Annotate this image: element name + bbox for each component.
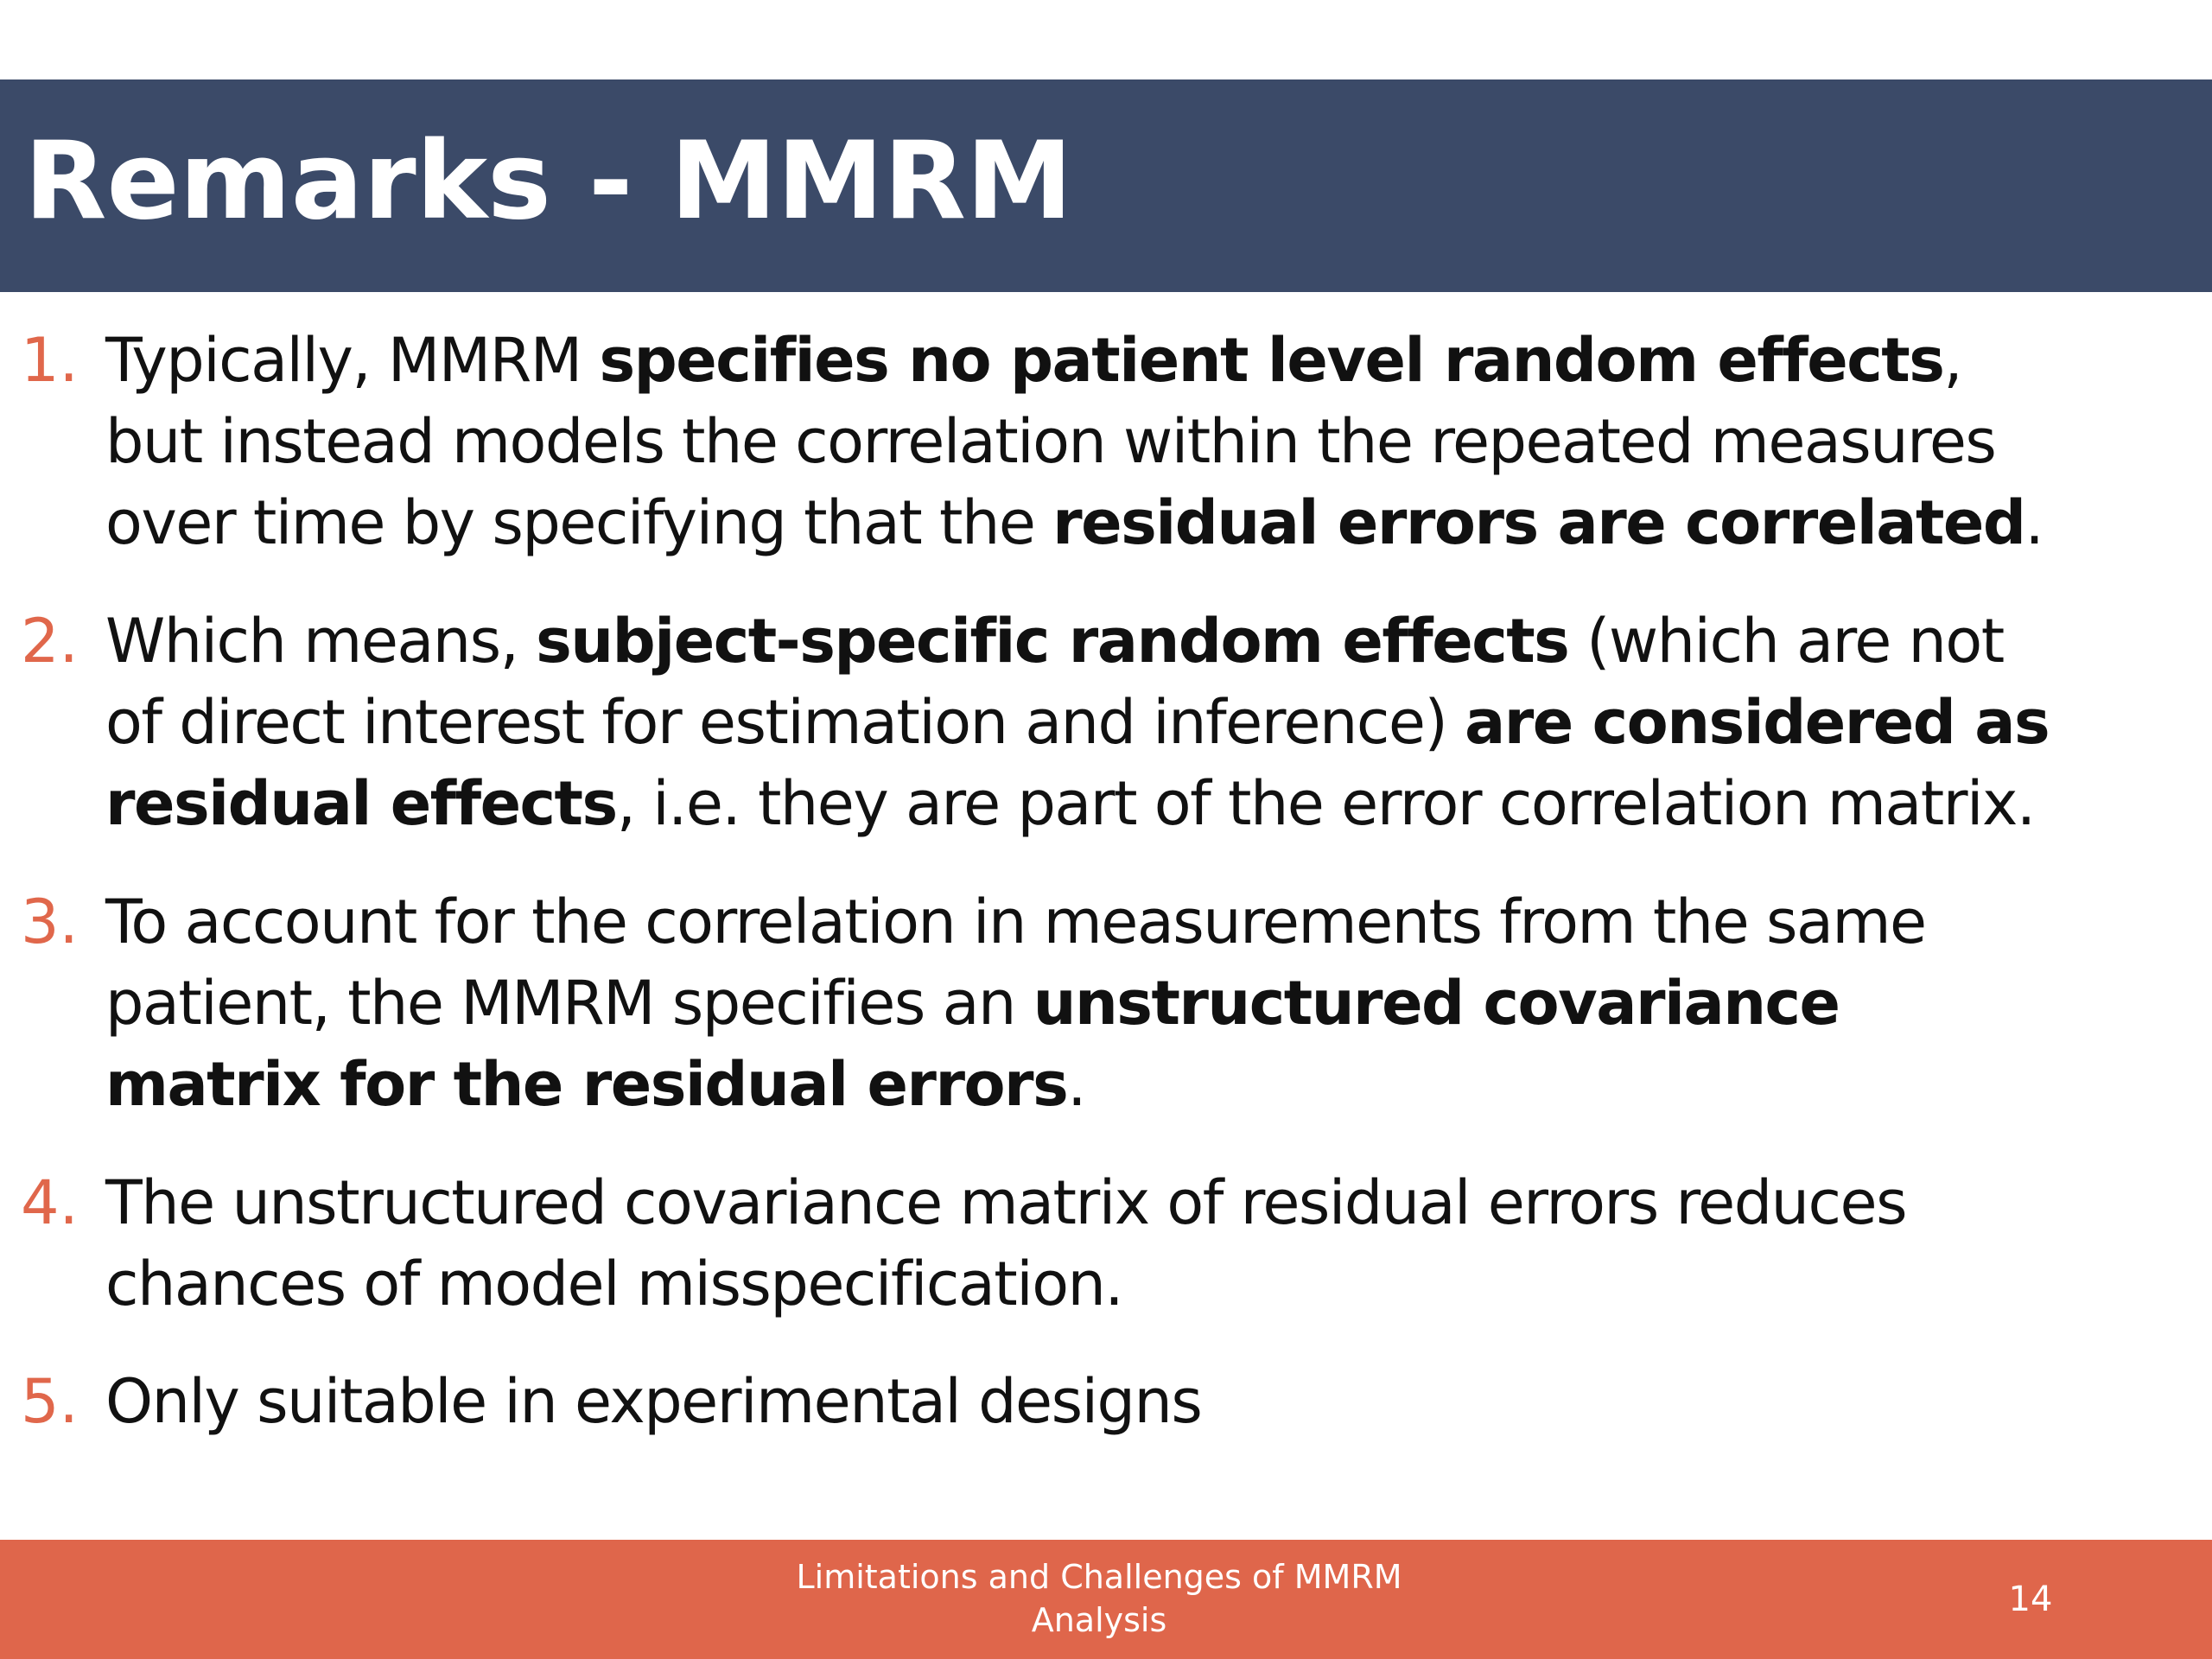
text-segment: but instead models the correlation within the repeated measures [105,406,1996,477]
list-item-line [105,1243,2205,1325]
page-number: 14 [2008,1580,2053,1619]
list-item-line [105,881,2205,963]
text-segment: The unstructured covariance matrix of residual errors reduces [105,1167,1907,1238]
bold-text: subject-specific random effects [536,606,1569,677]
text-segment: patient, the MMRM specifies an [105,968,1033,1039]
bold-text: unstructured covariance [1033,968,1840,1039]
footer-title-line1: Limitations and Challenges of MMRM [796,1558,1402,1596]
list-item-line [105,1361,2205,1442]
text-segment: of direct interest for estimation and inference) [105,687,1465,758]
list-item-line [105,1162,2205,1243]
list-item-number: 3. [21,887,79,957]
text-segment: To account for the correlation in measurements from the same [105,887,1926,957]
bold-text: residual effects [105,768,617,839]
list-item-number: 2. [21,606,79,677]
bold-text: residual errors are correlated [1052,487,2025,558]
bold-text: specifies no patient level random effects [599,325,1944,396]
list-item-line [105,1044,2205,1125]
list-item-text [105,881,2205,1125]
bold-text: matrix for the residual errors [105,1049,1068,1120]
list-item-number: 5. [21,1366,79,1437]
list-item-number: 1. [21,325,79,396]
list-item-line [105,763,2205,844]
list-item-line [105,401,2205,482]
list-item-line [105,320,2205,401]
list-item-line [105,601,2205,682]
text-segment: over time by specifying that the [105,487,1053,558]
footer-title-line2: Analysis [1031,1601,1167,1639]
text-segment: Typically, MMRM [105,325,600,396]
text-segment: Which means, [105,606,537,677]
text-segment: . [1067,1049,1086,1120]
text-segment: , [1943,325,1962,396]
slide-title: Remarks - MMRM [24,119,1073,244]
text-segment: (which are not [1568,606,2004,677]
text-segment: , i.e. they are part of the error correlation matrix. [616,768,2035,839]
list-item-line [105,482,2205,563]
list-item-line [105,963,2205,1044]
list-item-text [105,320,2205,563]
bold-text: are considered as [1465,687,2050,758]
list-item-line [105,682,2205,763]
list-item-text [105,1361,2205,1442]
list-item-text [105,1162,2205,1325]
text-segment: chances of model misspecification. [105,1249,1123,1319]
text-segment: . [2024,487,2044,558]
list-item-text [105,601,2205,844]
list-item-number: 4. [21,1167,79,1238]
text-segment: Only suitable in experimental designs [105,1366,1202,1437]
footer-title [778,1555,1421,1642]
